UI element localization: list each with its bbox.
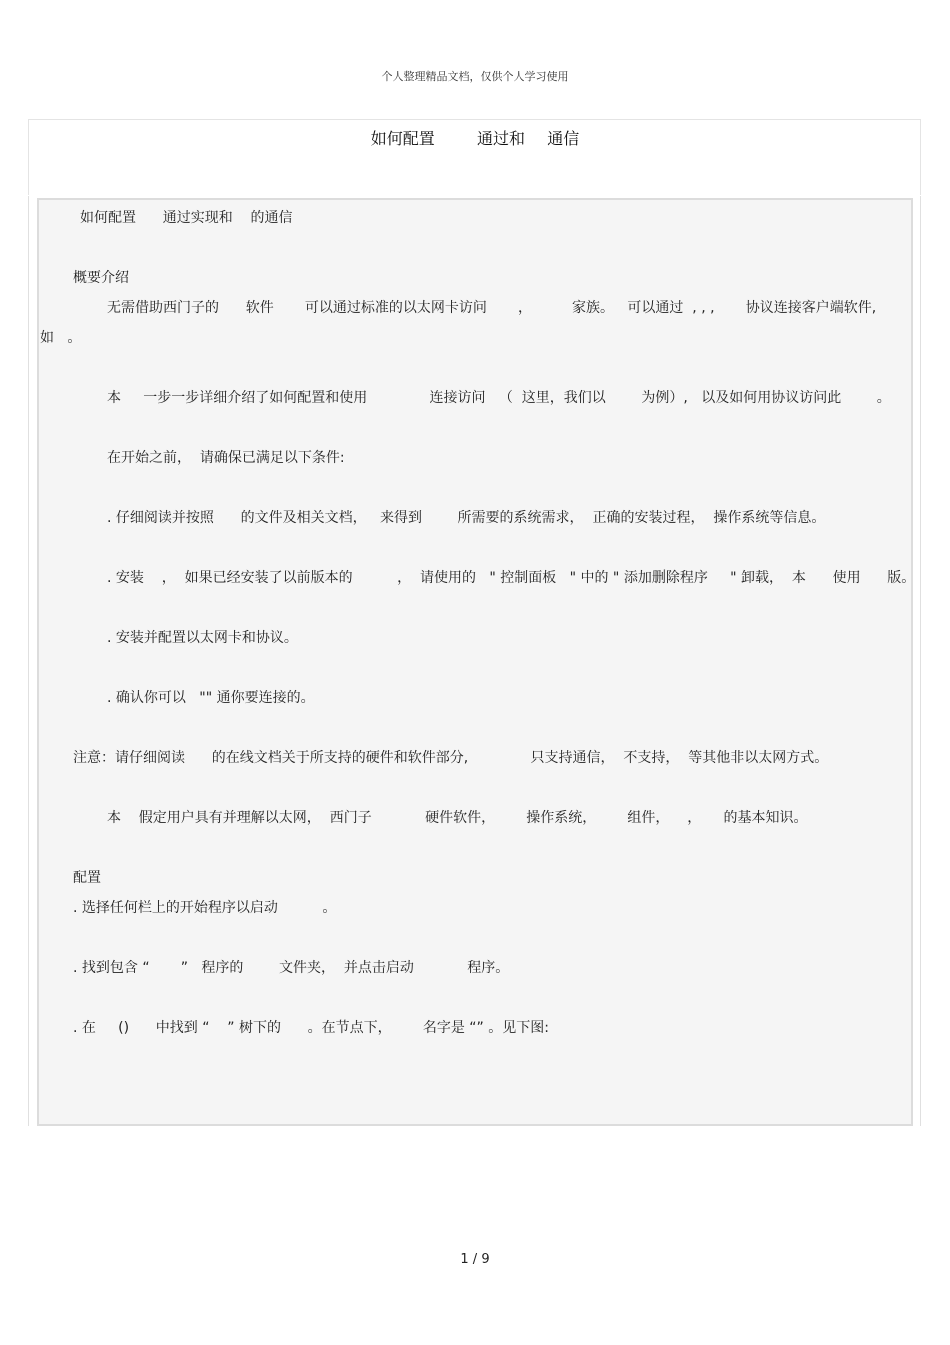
section-heading: 如何配置 通过实现和 的通信 bbox=[80, 210, 293, 226]
page-watermark: 个人整理精品文档，仅供个人学习使用 bbox=[381, 70, 569, 83]
page-number: 1 / 9 bbox=[460, 1252, 490, 1267]
list-item: . 确认你可以 "" 通你要连接的。 bbox=[107, 690, 315, 706]
list-item: . 仔细阅读并按照 的文件及相关文档， 来得到 所需要的系统需求， 正确的安装过程， 操作系统等信息。 bbox=[107, 510, 826, 526]
document-title bbox=[0, 126, 950, 149]
paragraph-line: 如 。 bbox=[40, 330, 82, 346]
config-heading: 配置 bbox=[73, 870, 101, 886]
note-line: 注意：请仔细阅读 的在线文档关于所支持的硬件和软件部分, 只支持通信， 不支持， 等其他非以太网方式。 bbox=[73, 750, 829, 766]
paragraph-line: 无需借助西门子的 软件 可以通过标准的以太网卡访问 ， 家族。 可以通过 , , , 协议连接客户端软件, bbox=[107, 300, 877, 316]
overview-heading: 概要介绍 bbox=[73, 270, 129, 286]
title-part-2: 通过和 bbox=[476, 129, 525, 148]
content-panel bbox=[37, 198, 916, 1126]
paragraph-line: 在开始之前， 请确保已满足以下条件: bbox=[107, 450, 345, 466]
step-item: . 选择任何栏上的开始程序以启动 。 bbox=[73, 900, 337, 916]
step-item: . 在 () 中找到 “ ” 树下的 。在节点下， 名字是 “” 。见下图: bbox=[73, 1020, 549, 1036]
list-item: . 安装 ， 如果已经安装了以前版本的 ， 请使用的 " 控制面板 " 中的 " 添加删除程序 " 卸载， 本 使用 版。 bbox=[107, 570, 916, 586]
list-item: . 安装并配置以太网卡和协议。 bbox=[107, 630, 298, 646]
title-part-1: 如何配置 bbox=[370, 129, 435, 148]
paragraph-line: 本 一步一步详细介绍了如何配置和使用 连接访问 （ 这里，我们以 为例）, 以及如何用协议访问此 。 bbox=[107, 390, 891, 406]
title-part-3: 通信 bbox=[547, 129, 580, 148]
step-item: . 找到包含 “ ” 程序的 文件夹， 并点击启动 程序。 bbox=[73, 960, 510, 976]
paragraph-line: 本 假定用户具有并理解以太网， 西门子 硬件软件， 操作系统， 组件， ， 的基本知识。 bbox=[107, 810, 808, 826]
